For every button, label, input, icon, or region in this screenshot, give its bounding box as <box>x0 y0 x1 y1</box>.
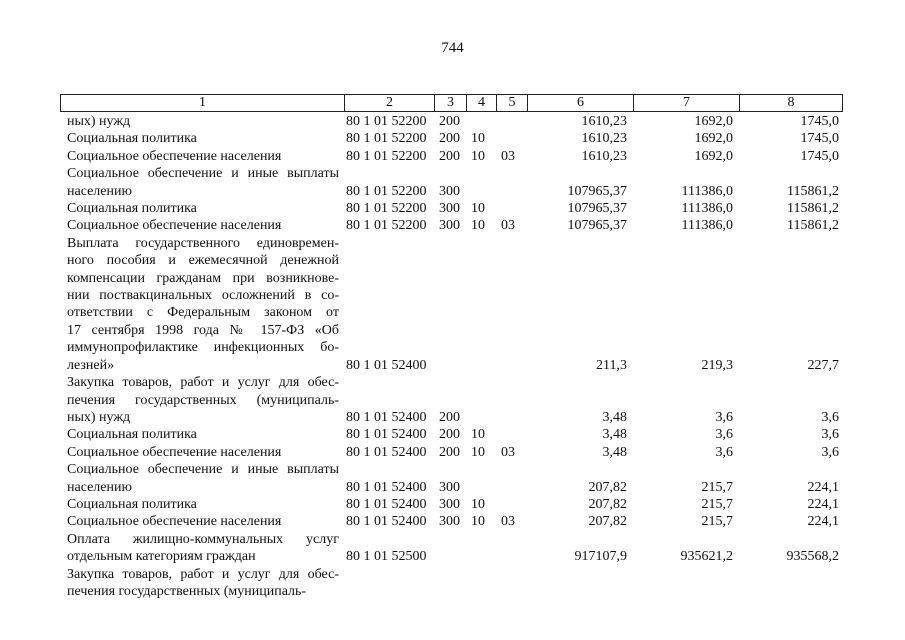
table-row <box>0 513 905 530</box>
row-expense-type: 300 <box>439 183 460 199</box>
row-expense-type: 300 <box>439 514 460 530</box>
row-name-line: иммунопрофилактике инфекционных бо- <box>67 340 339 356</box>
row-name <box>67 566 339 601</box>
row-value-1: 1610,23 <box>581 131 627 147</box>
row-code: 80 1 01 52200 <box>346 114 427 129</box>
row-name-line: Социальное обеспечение и иные выплаты <box>67 462 339 478</box>
row-section: 10 <box>471 444 485 460</box>
row-value-2: 111386,0 <box>681 183 733 199</box>
table-row <box>0 496 905 513</box>
row-value-1: 3,48 <box>602 444 627 460</box>
table-row <box>0 374 905 426</box>
row-expense-type: 300 <box>439 201 460 217</box>
row-name <box>67 426 339 443</box>
row-value-2: 1692,0 <box>694 148 733 164</box>
row-expense-type: 300 <box>439 479 460 495</box>
row-name-line: ных) нужд <box>67 114 131 129</box>
page-number: 744 <box>441 40 464 56</box>
row-expense-type: 200 <box>439 148 460 164</box>
row-name <box>67 130 339 147</box>
row-code: 80 1 01 52400 <box>346 427 427 443</box>
row-value-2: 1692,0 <box>694 114 733 129</box>
row-name-line: 17 сентября 1998 года № 157-ФЗ «Об <box>67 322 339 338</box>
row-value-1: 1610,23 <box>581 114 627 129</box>
row-expense-type: 200 <box>439 444 460 460</box>
row-name-line: Закупка товаров, работ и услуг для обес- <box>67 566 339 582</box>
row-name-line: Социальное обеспечение населения <box>67 148 282 164</box>
row-section: 10 <box>471 218 485 234</box>
row-name <box>67 444 339 461</box>
table-row <box>0 130 905 147</box>
row-name-line: Социальное обеспечение населения <box>67 444 282 460</box>
row-subsection: 03 <box>501 514 515 530</box>
row-value-1: 211,3 <box>596 357 627 373</box>
row-name-line: нии поствакцинальных осложнений в со- <box>67 288 339 304</box>
row-name-line: Социальная политика <box>67 496 197 512</box>
row-name <box>67 513 339 530</box>
table-row <box>0 531 905 566</box>
row-value-2: 215,7 <box>701 496 733 512</box>
row-name-line: печения государственных (муниципаль- <box>67 392 339 408</box>
row-value-3: 3,6 <box>821 427 839 443</box>
row-value-3: 115861,2 <box>787 218 839 234</box>
row-value-2: 3,6 <box>715 409 733 425</box>
row-name-line: Оплата жилищно-коммунальных услуг <box>67 531 339 547</box>
row-name-line: Социальная политика <box>67 427 197 443</box>
row-value-1: 207,82 <box>588 514 627 530</box>
row-name <box>67 113 339 130</box>
row-name <box>67 200 339 217</box>
row-subsection: 03 <box>501 218 515 234</box>
table-row <box>0 444 905 461</box>
row-value-1: 107965,37 <box>567 201 627 217</box>
row-name-line: компенсации гражданам при возникнове- <box>67 270 339 286</box>
row-value-3: 3,6 <box>821 409 839 425</box>
row-code: 80 1 01 52400 <box>346 357 427 373</box>
row-name <box>67 148 339 165</box>
row-value-1: 107965,37 <box>567 183 627 199</box>
header-col-1: 1 <box>61 95 345 111</box>
row-name <box>67 374 339 426</box>
row-value-3: 935568,2 <box>786 549 839 565</box>
row-value-3: 3,6 <box>821 444 839 460</box>
row-value-2: 215,7 <box>701 479 733 495</box>
row-value-2: 111386,0 <box>681 218 733 234</box>
row-name-line: лезней» <box>67 357 115 373</box>
row-value-3: 115861,2 <box>787 183 839 199</box>
row-value-2: 215,7 <box>701 514 733 530</box>
table-row <box>0 461 905 496</box>
row-code: 80 1 01 52500 <box>346 549 427 565</box>
table-header <box>60 94 843 112</box>
row-code: 80 1 01 52400 <box>346 444 427 460</box>
row-value-2: 935621,2 <box>680 549 733 565</box>
table-row <box>0 113 905 130</box>
table-body <box>0 113 905 600</box>
row-value-2: 219,3 <box>701 357 733 373</box>
header-col-8: 8 <box>787 95 795 110</box>
row-expense-type: 200 <box>439 114 460 129</box>
row-value-1: 3,48 <box>602 409 627 425</box>
row-value-2: 3,6 <box>715 444 733 460</box>
row-value-2: 1692,0 <box>694 131 733 147</box>
row-value-1: 917107,9 <box>574 549 627 565</box>
row-value-1: 207,82 <box>588 479 627 495</box>
row-subsection: 03 <box>501 444 515 460</box>
row-value-2: 111386,0 <box>681 201 733 217</box>
row-value-3: 227,7 <box>807 357 839 373</box>
row-section: 10 <box>471 131 485 147</box>
row-section: 10 <box>471 496 485 512</box>
row-value-3: 224,1 <box>807 514 839 530</box>
row-name <box>67 217 339 234</box>
table-row <box>0 200 905 217</box>
row-name-line: Социальное обеспечение населения <box>67 514 282 530</box>
header-col-4: 4 <box>467 95 497 111</box>
row-name-line: Социальная политика <box>67 131 197 147</box>
row-name-line: отдельным категориям граждан <box>67 549 256 565</box>
row-name-line: Социальное обеспечение и иные выплаты <box>67 166 339 182</box>
table-row <box>0 148 905 165</box>
row-name-line: печения государственных (муниципаль- <box>67 583 307 599</box>
row-name <box>67 235 339 374</box>
row-code: 80 1 01 52200 <box>346 183 427 199</box>
table-row <box>0 217 905 234</box>
row-value-1: 3,48 <box>602 427 627 443</box>
row-subsection: 03 <box>501 148 515 164</box>
row-expense-type: 200 <box>439 409 460 425</box>
row-value-3: 1745,0 <box>800 131 839 147</box>
row-name <box>67 496 339 513</box>
row-value-3: 224,1 <box>807 479 839 495</box>
row-code: 80 1 01 52200 <box>346 131 427 147</box>
header-col-7: 7 <box>634 95 740 111</box>
row-name-line: Закупка товаров, работ и услуг для обес- <box>67 375 339 391</box>
row-code: 80 1 01 52200 <box>346 148 427 164</box>
row-name-line: ного пособия и ежемесячной денежной <box>67 253 339 269</box>
row-name-line: Выплата государственного единовремен- <box>67 235 339 251</box>
row-expense-type: 300 <box>439 218 460 234</box>
row-code: 80 1 01 52400 <box>346 409 427 425</box>
row-section: 10 <box>471 148 485 164</box>
row-name <box>67 461 339 496</box>
row-expense-type: 200 <box>439 131 460 147</box>
row-value-3: 115861,2 <box>787 201 839 217</box>
header-col-2: 2 <box>345 95 435 111</box>
header-col-3: 3 <box>435 95 467 111</box>
row-value-2: 3,6 <box>715 427 733 443</box>
row-value-1: 207,82 <box>588 496 627 512</box>
row-section: 10 <box>471 427 485 443</box>
row-code: 80 1 01 52400 <box>346 496 427 512</box>
row-code: 80 1 01 52400 <box>346 514 427 530</box>
row-value-3: 224,1 <box>807 496 839 512</box>
row-code: 80 1 01 52400 <box>346 479 427 495</box>
row-value-3: 1745,0 <box>800 114 839 129</box>
row-code: 80 1 01 52200 <box>346 218 427 234</box>
row-expense-type: 300 <box>439 496 460 512</box>
row-name-line: Социальное обеспечение населения <box>67 218 282 234</box>
row-name <box>67 531 339 566</box>
row-value-1: 107965,37 <box>567 218 627 234</box>
row-name-line: Социальная политика <box>67 201 197 217</box>
header-col-6: 6 <box>528 95 634 111</box>
header-col-5: 5 <box>497 95 528 111</box>
table-row <box>0 566 905 601</box>
row-section: 10 <box>471 201 485 217</box>
row-name <box>67 165 339 200</box>
table-row <box>0 235 905 374</box>
row-section: 10 <box>471 514 485 530</box>
row-value-3: 1745,0 <box>800 148 839 164</box>
row-name-line: населению <box>67 479 132 495</box>
row-name-line: населению <box>67 183 132 199</box>
row-code: 80 1 01 52200 <box>346 201 427 217</box>
row-name-line: ответствии с Федеральным законом от <box>67 305 339 321</box>
row-expense-type: 200 <box>439 427 460 443</box>
row-value-1: 1610,23 <box>581 148 627 164</box>
row-name-line: ных) нужд <box>67 409 131 425</box>
table-row <box>0 426 905 443</box>
table-row <box>0 165 905 200</box>
